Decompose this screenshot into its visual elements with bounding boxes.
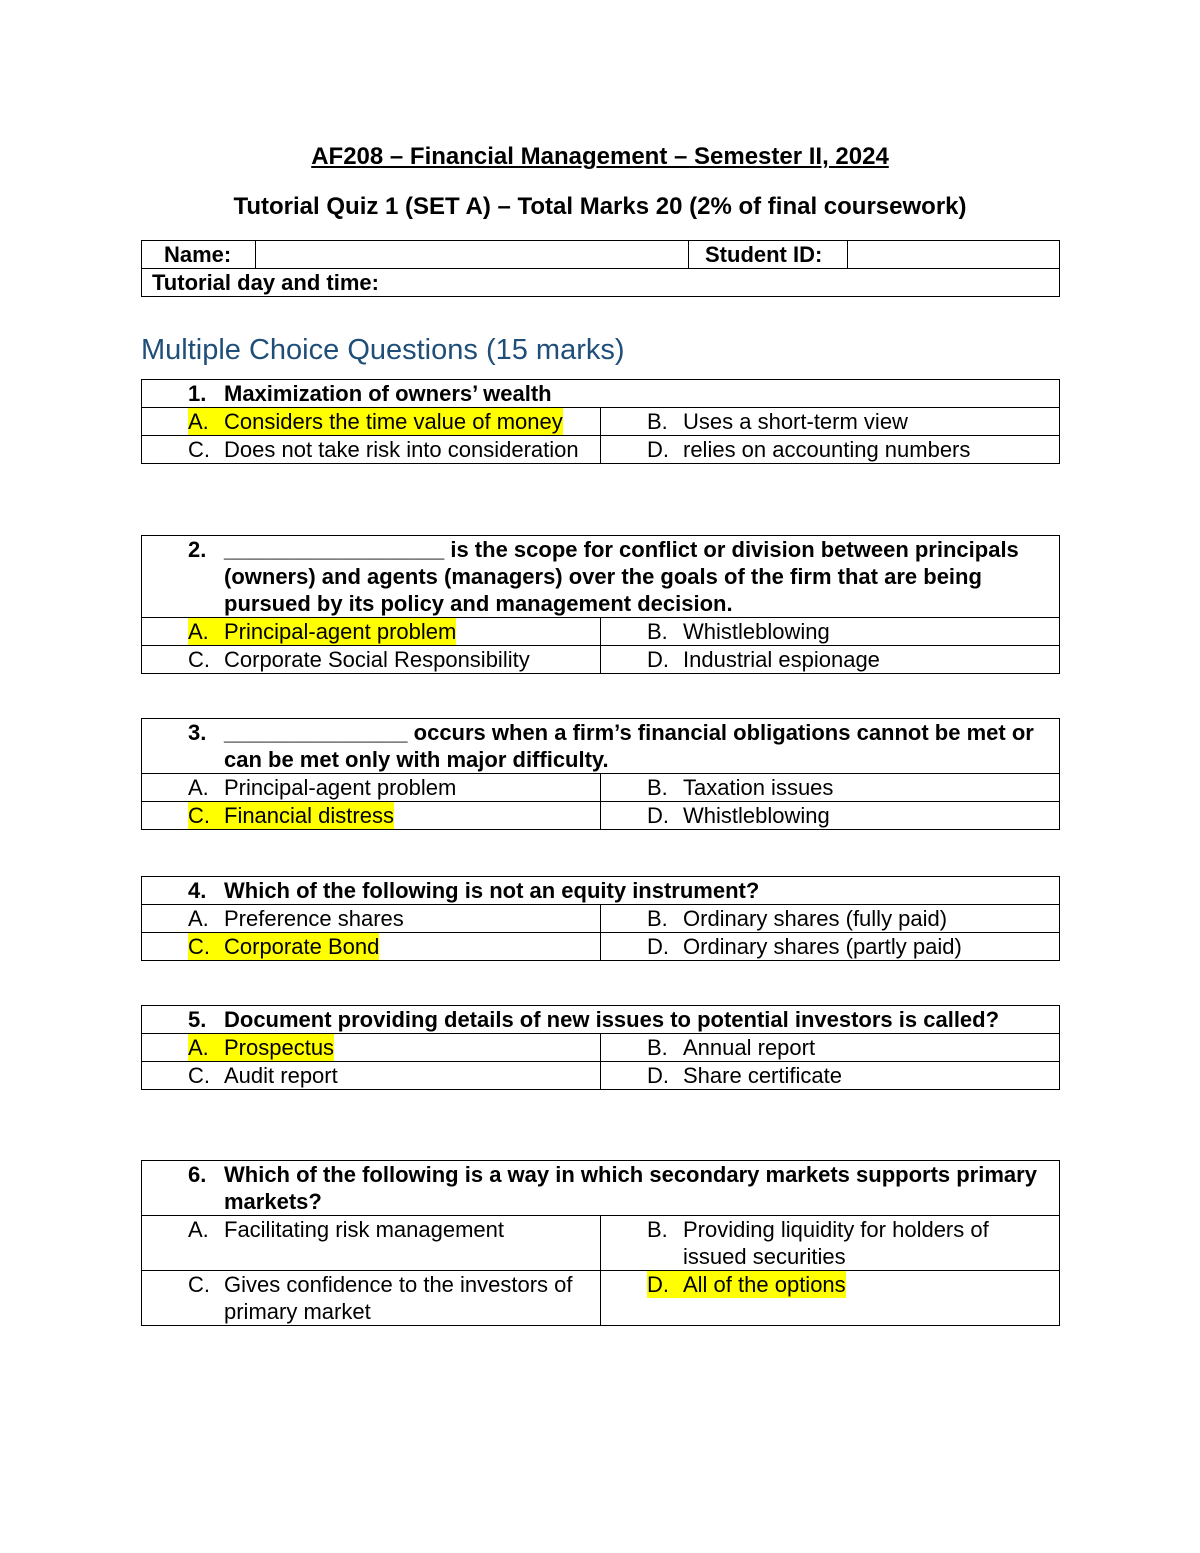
option-b[interactable]	[601, 1034, 1060, 1062]
option-letter: C.	[188, 934, 210, 959]
student-id-field[interactable]	[848, 241, 1060, 269]
option-b[interactable]	[601, 1216, 1060, 1271]
option-letter: C.	[188, 647, 210, 672]
option-letter: D.	[647, 1272, 669, 1297]
option-letter: D.	[647, 803, 669, 828]
option-text: Whistleblowing	[683, 803, 830, 828]
option-text: Audit report	[224, 1063, 338, 1088]
option-letter: A.	[188, 906, 209, 931]
option-c[interactable]	[142, 802, 601, 830]
question-cell	[142, 1161, 1060, 1216]
question-cell	[142, 380, 1060, 408]
option-c[interactable]	[142, 933, 601, 961]
option-c[interactable]	[142, 646, 601, 674]
option-text: Taxation issues	[683, 775, 834, 800]
option-text: Providing liquidity for holders of issued securities	[683, 1217, 989, 1269]
option-letter: C.	[188, 803, 210, 828]
question-text: Maximization of owners’ wealth	[224, 381, 552, 406]
option-letter: B.	[647, 1217, 668, 1242]
option-text: All of the options	[683, 1272, 846, 1297]
option-letter: B.	[647, 775, 668, 800]
option-d[interactable]	[601, 1271, 1060, 1326]
option-c[interactable]	[142, 1062, 601, 1090]
option-letter: A.	[188, 775, 209, 800]
option-a[interactable]	[142, 1216, 601, 1271]
student-id-label: Student ID:	[689, 241, 848, 269]
option-text: Considers the time value of money	[224, 409, 563, 434]
option-d[interactable]	[601, 646, 1060, 674]
option-text: Prospectus	[224, 1035, 335, 1060]
question-text: Which of the following is not an equity instrument?	[224, 878, 760, 903]
tutorial-day-time-field[interactable]	[142, 269, 1060, 297]
option-text: Ordinary shares (fully paid)	[683, 906, 948, 931]
option-text: relies on accounting numbers	[683, 437, 971, 462]
option-d[interactable]	[601, 933, 1060, 961]
option-text: Preference shares	[224, 906, 404, 931]
option-d[interactable]	[601, 802, 1060, 830]
question-number: 2.	[188, 537, 207, 562]
name-label: Name:	[142, 241, 256, 269]
question-cell	[142, 719, 1060, 774]
option-text: Share certificate	[683, 1063, 842, 1088]
option-letter: B.	[647, 906, 668, 931]
option-text: Uses a short-term view	[683, 409, 908, 434]
option-text: Corporate Social Responsibility	[224, 647, 530, 672]
question-text: Document providing details of new issues to potential investors is called?	[224, 1007, 1000, 1032]
option-b[interactable]	[601, 408, 1060, 436]
question-number: 6.	[188, 1162, 207, 1187]
option-letter: B.	[647, 409, 668, 434]
question-cell	[142, 877, 1060, 905]
option-letter: C.	[188, 1272, 210, 1297]
option-text: Ordinary shares (partly paid)	[683, 934, 962, 959]
student-info-table	[141, 240, 1060, 297]
option-text: Principal-agent problem	[224, 619, 457, 644]
question-cell	[142, 1006, 1060, 1034]
option-letter: D.	[647, 1063, 669, 1088]
option-c[interactable]	[142, 1271, 601, 1326]
question-number: 5.	[188, 1007, 207, 1032]
section-heading: Multiple Choice Questions (15 marks)	[141, 334, 625, 366]
option-letter: A.	[188, 1035, 209, 1060]
option-a[interactable]	[142, 905, 601, 933]
option-letter: C.	[188, 1063, 210, 1088]
option-a[interactable]	[142, 774, 601, 802]
option-letter: C.	[188, 437, 210, 462]
option-text: Principal-agent problem	[224, 775, 457, 800]
option-letter: B.	[647, 619, 668, 644]
option-a[interactable]	[142, 1034, 601, 1062]
option-text: Does not take risk into consideration	[224, 437, 579, 462]
question-table-5	[141, 1005, 1060, 1090]
option-a[interactable]	[142, 618, 601, 646]
question-number: 1.	[188, 381, 207, 406]
option-c[interactable]	[142, 436, 601, 464]
name-field[interactable]	[256, 241, 689, 269]
document-title: AF208 – Financial Management – Semester II, 2024	[311, 143, 889, 170]
question-table-1	[141, 379, 1060, 464]
option-text: Industrial espionage	[683, 647, 880, 672]
option-text: Whistleblowing	[683, 619, 830, 644]
question-cell	[142, 536, 1060, 618]
option-text: Gives confidence to the investors of primary market	[224, 1272, 573, 1324]
option-b[interactable]	[601, 618, 1060, 646]
option-letter: D.	[647, 647, 669, 672]
option-letter: A.	[188, 1217, 209, 1242]
option-letter: D.	[647, 437, 669, 462]
question-table-6	[141, 1160, 1060, 1326]
question-number: 4.	[188, 878, 207, 903]
question-table-2	[141, 535, 1060, 674]
option-text: Financial distress	[224, 803, 394, 828]
option-d[interactable]	[601, 436, 1060, 464]
option-letter: A.	[188, 409, 209, 434]
option-text: Facilitating risk management	[224, 1217, 505, 1242]
document-subtitle: Tutorial Quiz 1 (SET A) – Total Marks 20 (2% of final coursework)	[233, 193, 967, 220]
tutorial-day-time-label: Tutorial day and time:	[152, 270, 379, 295]
option-letter: A.	[188, 619, 209, 644]
question-table-4	[141, 876, 1060, 961]
option-letter: B.	[647, 1035, 668, 1060]
question-text: _______________ occurs when a firm’s financial obligations cannot be met or can be met only with major difficulty.	[224, 720, 1034, 772]
option-b[interactable]	[601, 905, 1060, 933]
question-table-3	[141, 718, 1060, 830]
question-text: Which of the following is a way in which secondary markets supports primary markets?	[224, 1162, 1037, 1214]
option-a[interactable]	[142, 408, 601, 436]
option-d[interactable]	[601, 1062, 1060, 1090]
question-number: 3.	[188, 720, 207, 745]
question-text: __________________ is the scope for conflict or division between principals (owners) and agents (managers) over the goals of the firm that are being pursued by its policy and management decision.	[224, 537, 1019, 616]
option-b[interactable]	[601, 774, 1060, 802]
option-letter: D.	[647, 934, 669, 959]
option-text: Annual report	[683, 1035, 816, 1060]
option-text: Corporate Bond	[224, 934, 380, 959]
